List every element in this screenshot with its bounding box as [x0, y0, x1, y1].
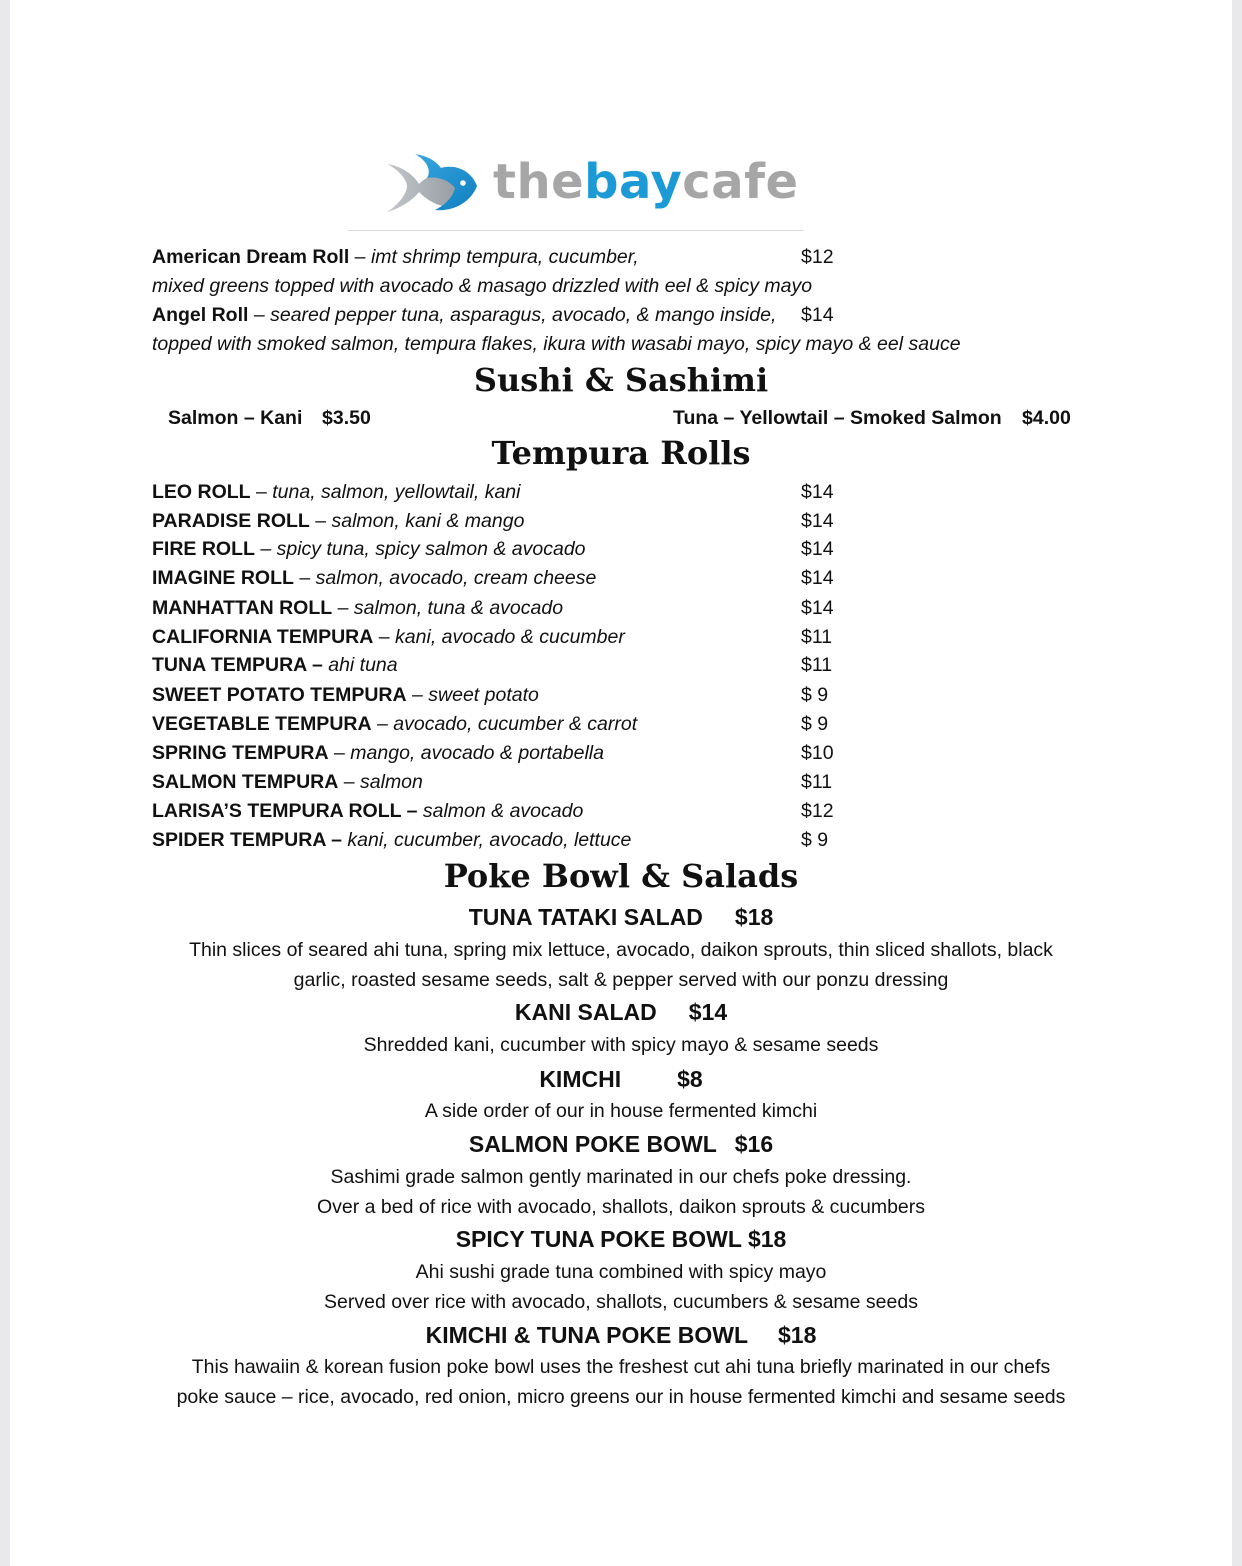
tempura-price: $14 — [801, 538, 834, 560]
tempura-item: IMAGINE ROLL – salmon, avocado, cream cheese — [152, 567, 597, 589]
poke-item-description: Sashimi grade salmon gently marinated in our chefs poke dressing. — [330, 1166, 912, 1188]
poke-item-description: Shredded kani, cucumber with spicy mayo & sesame seeds — [363, 1034, 879, 1056]
menu-page — [10, 0, 1232, 1566]
menu-item-price: $12 — [801, 246, 834, 268]
tempura-item: LARISA’S TEMPURA ROLL – salmon & avocado — [152, 800, 584, 822]
tempura-price: $12 — [801, 800, 834, 822]
tempura-price: $ 9 — [801, 684, 829, 706]
poke-item-description: garlic, roasted sesame seeds, salt & pepper served with our ponzu dressing — [293, 969, 949, 991]
poke-item-description: This hawaiin & korean fusion poke bowl uses the freshest cut ahi tuna briefly marinated in our chefs — [191, 1356, 1051, 1378]
tempura-item: CALIFORNIA TEMPURA – kani, avocado & cucumber — [152, 626, 625, 648]
tempura-price: $ 9 — [801, 829, 829, 851]
tempura-item: PARADISE ROLL – salmon, kani & mango — [152, 510, 525, 532]
logo-wordmark: thebaycafe — [493, 154, 799, 210]
tempura-item: LEO ROLL – tuna, salmon, yellowtail, kani — [152, 481, 521, 503]
sushi-right-price: $4.00 — [1022, 407, 1071, 429]
tempura-item: SALMON TEMPURA – salmon — [152, 771, 423, 793]
sushi-right-label: Tuna – Yellowtail – Smoked Salmon — [673, 407, 1002, 429]
section-title-tempura: Tempura Rolls — [491, 434, 751, 472]
tempura-price: $14 — [801, 510, 834, 532]
tempura-price: $11 — [801, 771, 833, 793]
menu-item-price: $14 — [801, 304, 834, 326]
logo-divider — [348, 230, 803, 231]
fish-icon — [385, 150, 485, 220]
poke-item-heading: KIMCHI & TUNA POKE BOWL $18 — [425, 1322, 817, 1348]
tempura-price: $11 — [801, 654, 833, 676]
tempura-item: SPRING TEMPURA – mango, avocado & portabella — [152, 742, 604, 764]
sushi-left-price: $3.50 — [322, 407, 371, 429]
tempura-item: FIRE ROLL – spicy tuna, spicy salmon & avocado — [152, 538, 586, 560]
poke-item-description: Served over rice with avocado, shallots, cucumbers & sesame seeds — [324, 1291, 918, 1313]
section-title-sushi: Sushi & Sashimi — [473, 361, 769, 399]
sushi-left-label: Salmon – Kani — [168, 407, 303, 429]
tempura-price: $10 — [801, 742, 834, 764]
tempura-item: SWEET POTATO TEMPURA – sweet potato — [152, 684, 539, 706]
menu-item-description: topped with smoked salmon, tempura flakes, ikura with wasabi mayo, spicy mayo & eel sauce — [152, 333, 961, 355]
tempura-item: VEGETABLE TEMPURA – avocado, cucumber & carrot — [152, 713, 638, 735]
bay-cafe-logo — [385, 150, 799, 230]
tempura-price: $14 — [801, 597, 834, 619]
tempura-price: $11 — [801, 626, 833, 648]
tempura-item: MANHATTAN ROLL – salmon, tuna & avocado — [152, 597, 564, 619]
poke-item-heading: SPICY TUNA POKE BOWL $18 — [455, 1226, 787, 1252]
poke-item-description: Thin slices of seared ahi tuna, spring mix lettuce, avocado, daikon sprouts, thin sliced shallots, black — [189, 939, 1053, 961]
poke-item-description: Over a bed of rice with avocado, shallots, daikon sprouts & cucumbers — [316, 1196, 926, 1218]
poke-item-heading: KANI SALAD $14 — [514, 999, 728, 1025]
tempura-item: SPIDER TEMPURA – kani, cucumber, avocado, lettuce — [152, 829, 632, 851]
tempura-price: $14 — [801, 481, 834, 503]
poke-item-heading: KIMCHI $8 — [539, 1066, 703, 1092]
menu-item-description: mixed greens topped with avocado & masago drizzled with eel & spicy mayo — [152, 275, 813, 297]
poke-item-heading: SALMON POKE BOWL $16 — [468, 1131, 774, 1157]
tempura-price: $14 — [801, 567, 834, 589]
tempura-price: $ 9 — [801, 713, 829, 735]
menu-item-name-line: Angel Roll – seared pepper tuna, asparagus, avocado, & mango inside, — [152, 304, 777, 326]
menu-item-name-line: American Dream Roll – imt shrimp tempura, cucumber, — [152, 246, 639, 268]
poke-item-heading: TUNA TATAKI SALAD $18 — [468, 904, 774, 930]
poke-item-description: Ahi sushi grade tuna combined with spicy mayo — [415, 1261, 827, 1283]
tempura-item: TUNA TEMPURA – ahi tuna — [152, 654, 398, 676]
poke-item-description: A side order of our in house fermented kimchi — [424, 1100, 818, 1122]
poke-item-description: poke sauce – rice, avocado, red onion, micro greens our in house fermented kimchi and sesame seeds — [176, 1386, 1066, 1408]
section-title-poke: Poke Bowl & Salads — [443, 857, 799, 895]
